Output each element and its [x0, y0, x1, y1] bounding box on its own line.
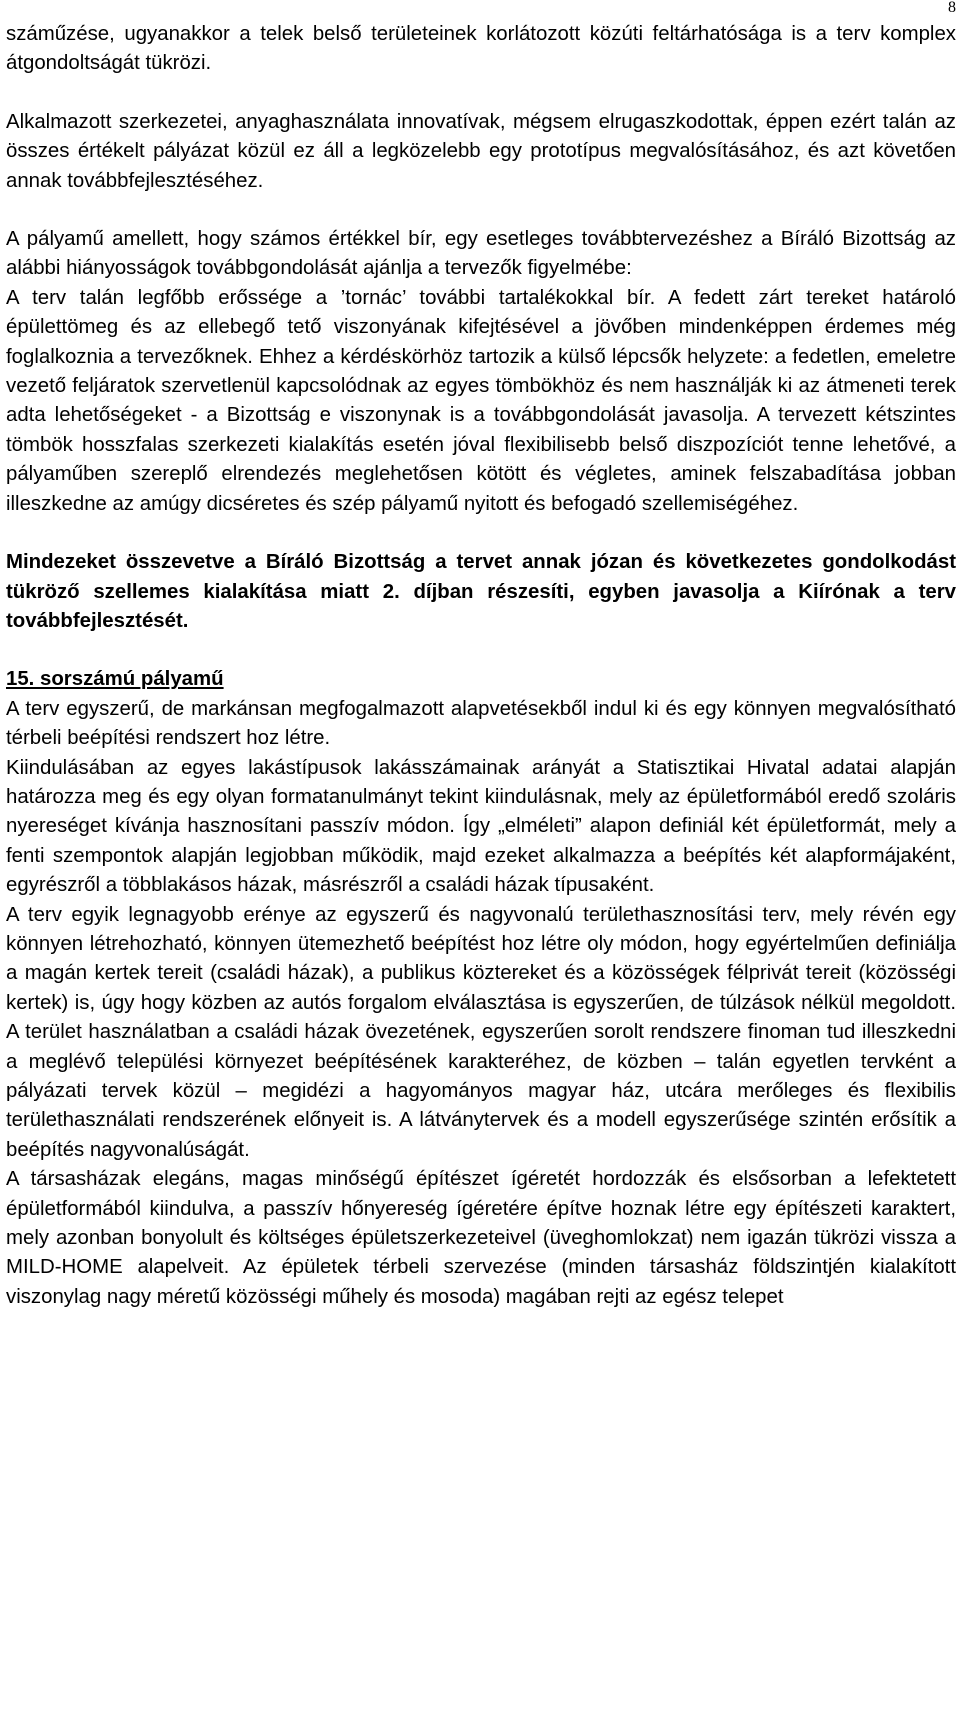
paragraph-entry-15-concept: Kiindulásában az egyes lakástípusok lakásszámainak arányát a Statisztikai Hivatal adatai alapján határozza meg és egy olyan formatanulmányt tekint kiindulásnak, mely az épületformából eredő szoláris nyereséget kívánja hasznosítani passzív módon. Így „elméleti” alapon definiál két épületformát, mely a fenti szempontok alapján legjobban működik, majd ezeket alkalmazza a beépítés két alapformájaként, egyrészről a többlakásos házak, másrészről a családi házak típusaként.	[6, 756, 956, 897]
section-heading-entry-15: 15. sorszámú pályamű	[6, 668, 224, 691]
paragraph-intro-continuation: száműzése, ugyanakkor a telek belső területeinek korlátozott közúti feltárhatósága is a terv komplex átgondoltságát tükrözi.	[6, 23, 956, 75]
page-number: 8	[948, 0, 956, 16]
paragraph-structures: Alkalmazott szerkezetei, anyaghasználata innovatívak, mégsem elrugaszkodottak, éppen ezért talán az összes értékelt pályázat közül ez áll a legközelebb egy prototípus megvalósításához, és azt követően annak továbbfejlesztéséhez.	[6, 110, 956, 192]
paragraph-entry-15-intro: A terv egyszerű, de markánsan megfogalmazott alapvetésekből indul ki és egy könnyen megvalósítható térbeli beépítési rendszert hoz létre.	[6, 697, 956, 750]
paragraph-entry-15-merits: A terv egyik legnagyobb erénye az egyszerű és nagyvonalú területhasznosítási terv, mely révén egy könnyen létrehozható, könnyen ütemezhető beépítést hoz létre oly módon, hogy egyértelműen definiálja a magán kertek tereit (családi házak), a publikus köztereket és a közösségek félprivát tereit (közösségi kertek) is, úgy hogy közben az autós forgalom elválasztása is egyszerűen, de túlzások nélkül megoldott. A terület használatban a családi házak övezetének, egyszerűen sorolt rendszere finoman tud illeszkedni a meglévő települési környezet beépítésének karakteréhez, de közben – talán egyetlen tervként a pályázati tervek közül – megidézi a hagyományos magyar ház, utcára merőleges és flexibilis területhasználati rendszerének előnyeit is. A látványtervek és a modell egyszerűsége szintén erősítik a beépítés nagyvonalúságát.	[6, 903, 956, 1161]
paragraph-critique: A terv talán legfőbb erőssége a ’tornác’ további tartalékokkal bír. A fedett zárt tereket határoló épülettömeg és az ellebegő tető viszonyának kifejtésével a jövőben mindenképpen érdemes még foglalkoznia a tervezőknek. Ehhez a kérdéskörhöz tartozik a külső lépcsők helyzete: a fedetlen, emeletre vezető feljáratok szervetlenül kapcsolódnak az egyes tömbökhöz és nem használják ki az átmeneti terek adta lehetőségeket - a Bizottság e viszonynak is a továbbgondolását javasolja. A tervezett kétszintes tömbök hosszfalas szerkezeti kialakítás esetén jóval flexibilisebb belső diszpozíciót tenne lehetővé, a pályaműben szereplő elrendezés meglehetősen kötött és végletes, aminek felszabadítása jobban illeszkedne az amúgy dicséretes és szép pályamű nyitott és befogadó szellemiségéhez.	[6, 286, 956, 515]
paragraph-recommendation: A pályamű amellett, hogy számos értékkel bír, egy esetleges továbbtervezéshez a Bíráló Bizottság az alábbi hiányosságok továbbgondolását ajánlja a tervezők figyelmébe:	[6, 228, 956, 280]
paragraph-verdict: Mindezeket összevetve a Bíráló Bizottság a tervet annak józan és következetes gondolkodást tükröző szellemes kialakítása miatt 2. díjban részesíti, egyben javasolja a Kiírónak a terv továbbfejlesztését.	[6, 551, 956, 632]
paragraph-entry-15-condominiums: A társasházak elegáns, magas minőségű építészet ígéretét hordozzák és elsősorban a lefektetett épületformából kiindulva, a passzív hőnyereség ígéretére építve hoznak létre egy építészeti karaktert, mely azonban bonyolult és költséges épületszerkezeteivel (üveghomlokzat) nem igazán tükrözi vissza a MILD-HOME alapelveit. Az épületek térbeli szervezése (minden társasház földszintjén kialakított viszonylag nagy méretű közösségi műhely és mosoda) magában rejti az egész telepet	[6, 1168, 956, 1308]
document-page	[6, 20, 956, 1312]
